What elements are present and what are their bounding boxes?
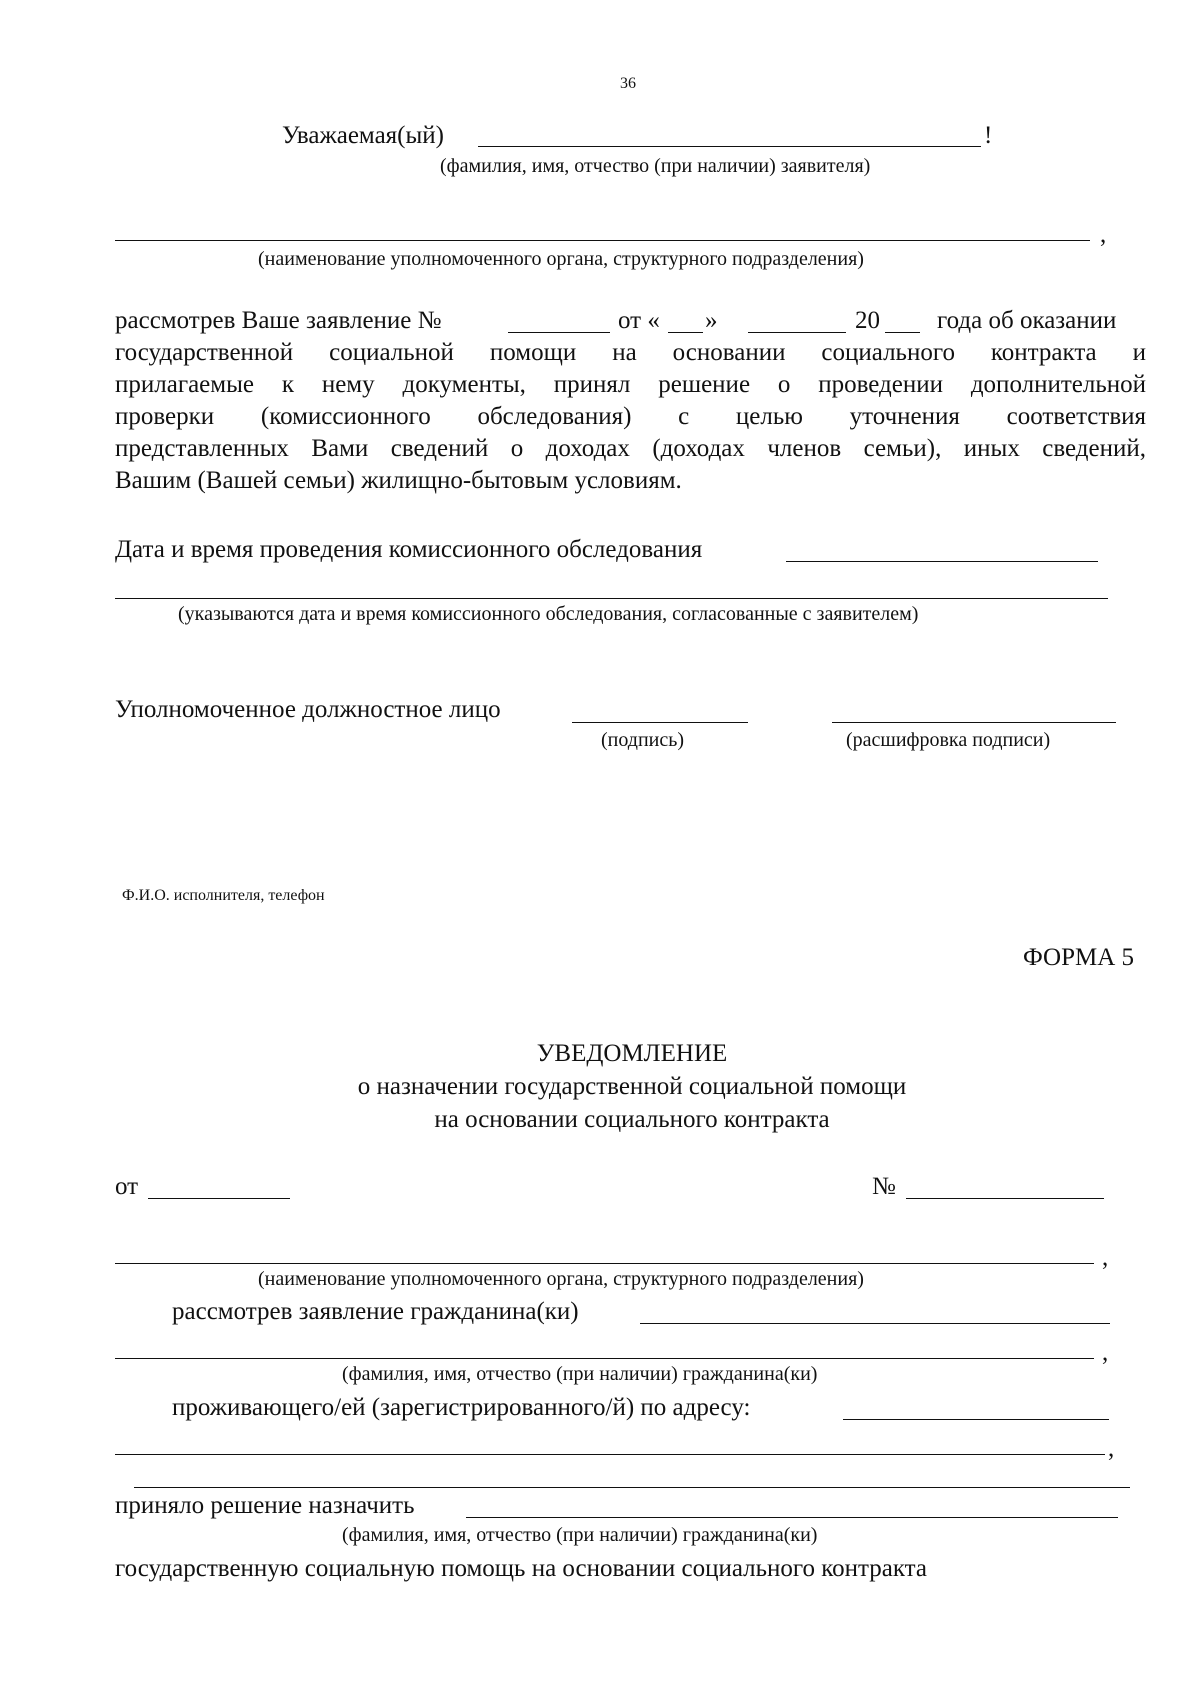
official-label: Уполномоченное должностное лицо — [115, 696, 501, 723]
body-line-3: прилагаемые к нему документы, принял решение о проведении дополнительной — [115, 371, 1146, 398]
executor-label: Ф.И.О. исполнителя, телефон — [122, 887, 325, 904]
f5-org-field[interactable] — [115, 1263, 1094, 1264]
applicant-name-field[interactable] — [478, 146, 981, 147]
body-line-2: государственной социальной помощи на основании социального контракта и — [115, 339, 1146, 366]
salutation-label: Уважаемая(ый) — [282, 122, 444, 149]
number-label: № — [872, 1173, 896, 1200]
org-name-field[interactable] — [115, 240, 1090, 241]
body-l1-c: » — [705, 307, 718, 334]
org-line-comma: , — [1100, 221, 1107, 248]
citizen-name-field-2[interactable] — [115, 1358, 1094, 1359]
body-l1-d: 20 — [855, 307, 880, 334]
body-line-1 — [115, 308, 442, 333]
notice-date-field[interactable] — [148, 1198, 290, 1199]
page-number: 36 — [620, 75, 636, 92]
application-year-field[interactable] — [885, 332, 920, 333]
notice-title: УВЕДОМЛЕНИЕ — [536, 1040, 728, 1067]
address-field-3[interactable] — [134, 1487, 1130, 1488]
body-line-5: представленных Вами сведений о доходах (доходах членов семьи), иных сведений, — [115, 435, 1146, 462]
body-line-4: проверки (комиссионного обследования) с целью уточнения соответствия — [115, 403, 1146, 430]
applicant-caption: (фамилия, имя, отчество (при наличии) заявителя) — [440, 155, 871, 177]
f5-org-comma: , — [1102, 1244, 1109, 1271]
signature-caption: (подпись) — [601, 729, 685, 751]
body-l1-a: рассмотрев Ваше заявление № — [115, 307, 442, 334]
signature-field[interactable] — [572, 722, 748, 723]
notice-number-field[interactable] — [906, 1198, 1104, 1199]
from-label: от — [115, 1173, 139, 1200]
address-field[interactable] — [843, 1419, 1109, 1420]
body-paragraph — [115, 340, 1146, 500]
f5-org-caption: (наименование уполномоченного органа, структурного подразделения) — [258, 1268, 864, 1290]
citizen-caption: (фамилия, имя, отчество (при наличии) гражданина(ки) — [342, 1363, 818, 1385]
decision-citizen-field[interactable] — [466, 1517, 1118, 1518]
citizen-comma: , — [1102, 1339, 1109, 1366]
citizen-name-field[interactable] — [640, 1323, 1110, 1324]
org-caption: (наименование уполномоченного органа, структурного подразделения) — [258, 248, 864, 270]
form-label: ФОРМА 5 — [1023, 944, 1135, 971]
notice-subtitle-2: на основании социального контракта — [434, 1106, 830, 1133]
inspection-label: Дата и время проведения комиссионного обследования — [115, 536, 703, 563]
final-line: государственную социальную помощь на основании социального контракта — [115, 1555, 928, 1582]
decision-caption: (фамилия, имя, отчество (при наличии) гражданина(ки) — [342, 1524, 818, 1546]
application-day-field[interactable] — [668, 332, 703, 333]
reviewed-label: рассмотрев заявление гражданина(ки) — [172, 1298, 579, 1325]
signature-decoding-field[interactable] — [832, 722, 1116, 723]
address-field-2[interactable] — [115, 1454, 1105, 1455]
inspection-caption: (указываются дата и время комиссионного обследования, согласованные с заявителем) — [178, 603, 919, 625]
salutation-exclamation: ! — [984, 122, 993, 149]
decoding-caption: (расшифровка подписи) — [846, 729, 1051, 751]
notice-subtitle-1: о назначении государственной социальной помощи — [357, 1073, 907, 1100]
body-line-6: Вашим (Вашей семьи) жилищно-бытовым условиям. — [115, 467, 682, 494]
inspection-datetime-field-2[interactable] — [115, 598, 1108, 599]
inspection-datetime-field[interactable] — [786, 561, 1098, 562]
decision-label: приняло решение назначить — [115, 1492, 415, 1519]
address-comma: , — [1108, 1435, 1115, 1462]
body-l1-b: от « — [618, 307, 660, 334]
body-l1-e: года об оказании — [937, 307, 1117, 334]
application-month-field[interactable] — [748, 332, 846, 333]
address-label: проживающего/ей (зарегистрированного/й) по адресу: — [172, 1394, 751, 1421]
application-number-field[interactable] — [508, 332, 610, 333]
